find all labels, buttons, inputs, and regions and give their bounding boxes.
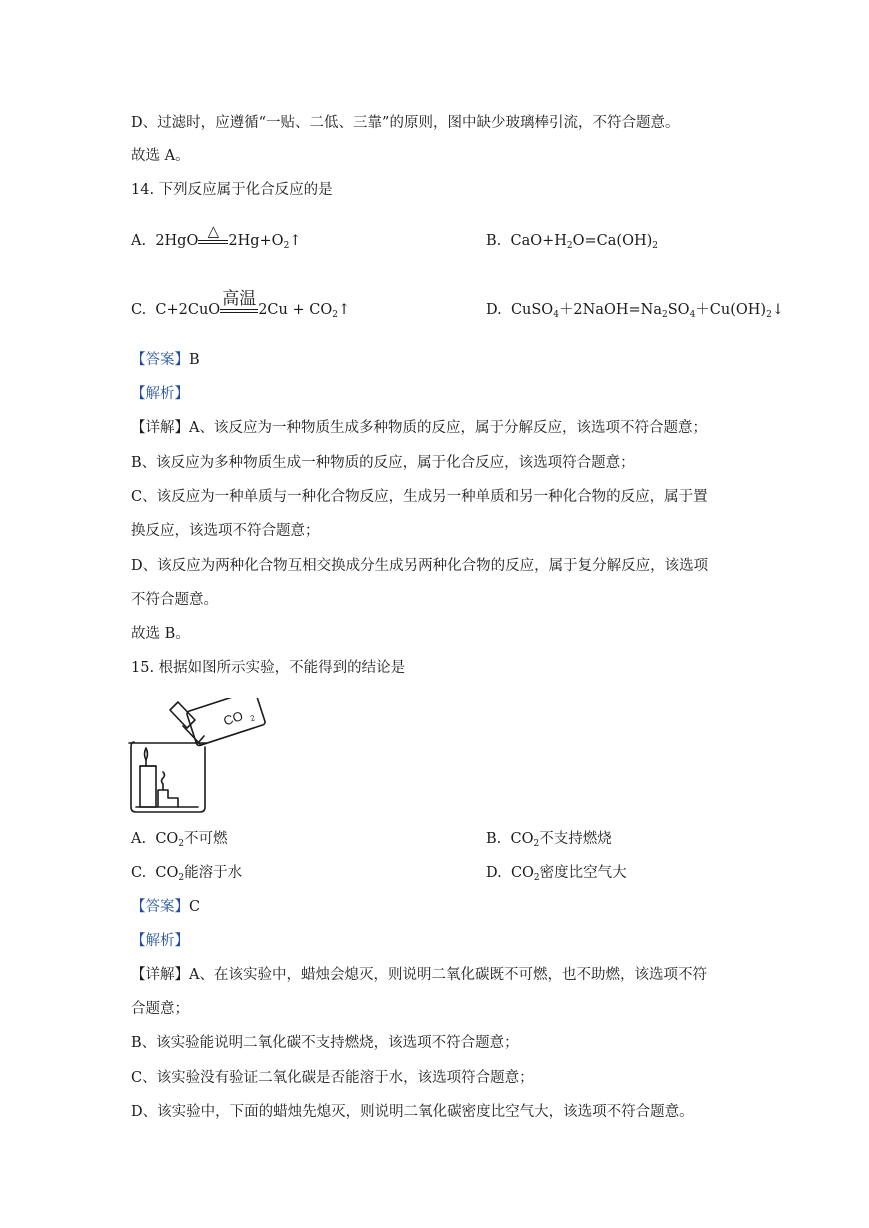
detail-14: 【详解】A、该反应为一种物质生成多种物质的反应，属于分解反应，该选项不符合题意；: [131, 420, 707, 436]
q14-option-b: B. $CaO+H_2O=Ca(OH)_2$: [486, 233, 658, 251]
co2-experiment-figure: [128, 698, 278, 818]
q15-option-c: C. $CO_2$能溶于水: [131, 865, 243, 883]
text-line: D、该反应为两种化合物互相交换成分生成另两种化合物的反应，属于复分解反应，该选项: [131, 558, 709, 574]
text-line: B、该实验能说明二氧化碳不支持燃烧，该选项不符合题意；: [131, 1035, 519, 1051]
text-line: 换反应，该选项不符合题意；: [131, 523, 320, 539]
answer-14: 【答案】B: [131, 352, 200, 368]
high-temperature-condition: 高温: [220, 300, 258, 320]
question-14-title: 14. 下列反应属于化合反应的是: [131, 182, 333, 198]
bottle-label-sub: 2: [249, 713, 257, 724]
text-line: C、该反应为一种单质与一种化合物反应，生成另一种单质和另一种化合物的反应，属于置: [131, 489, 708, 505]
text-line: D、该实验中，下面的蜡烛先熄灭，则说明二氧化碳密度比空气大，该选项不符合题意。: [131, 1104, 694, 1120]
text-line: 不符合题意。: [131, 592, 218, 608]
question-15-title: 15. 根据如图所示实验，不能得到的结论是: [131, 660, 406, 676]
text-line: B、该反应为多种物质生成一种物质的反应，属于化合反应，该选项符合题意；: [131, 455, 635, 471]
heating-condition: △: [198, 231, 228, 251]
q15-option-d: D. $CO_2$密度比空气大: [486, 865, 627, 883]
text-line: 故选 A。: [131, 148, 190, 164]
q14-option-a: A. 2HgO △ $2Hg+O_2↑$: [131, 222, 302, 251]
analysis-14-tag: 【解析】: [131, 386, 189, 402]
text-line: C、该实验没有验证二氧化碳是否能溶于水，该选项符合题意；: [131, 1070, 534, 1086]
bottle-neck-tilted: [170, 702, 195, 728]
answer-15: 【答案】C: [131, 899, 201, 915]
bottle-label: CO: [221, 708, 245, 729]
text-line: 合题意；: [131, 1001, 189, 1017]
analysis-15-tag: 【解析】: [131, 933, 189, 949]
q15-option-a: A. $CO_2$不可燃: [131, 831, 228, 849]
text-line: D、过滤时，应遵循“一贴、二低、三靠”的原则，图中缺少玻璃棒引流，不符合题意。: [131, 115, 680, 131]
q14-option-c: C. C+2CuO 高温 $2Cu + CO_2↑$: [131, 289, 351, 320]
q15-option-b: B. $CO_2$不支持燃烧: [486, 831, 612, 849]
experiment-diagram: [128, 698, 278, 818]
q14-option-d: D. $CuSO_4+2NaOH=Na_2SO_4+Cu(OH)_2↓$: [486, 302, 784, 320]
text-line: 故选 B。: [131, 626, 190, 642]
detail-15: 【详解】A、在该实验中，蜡烛会熄灭，则说明二氧化碳既不可燃，也不助燃，该选项不符: [131, 967, 707, 983]
